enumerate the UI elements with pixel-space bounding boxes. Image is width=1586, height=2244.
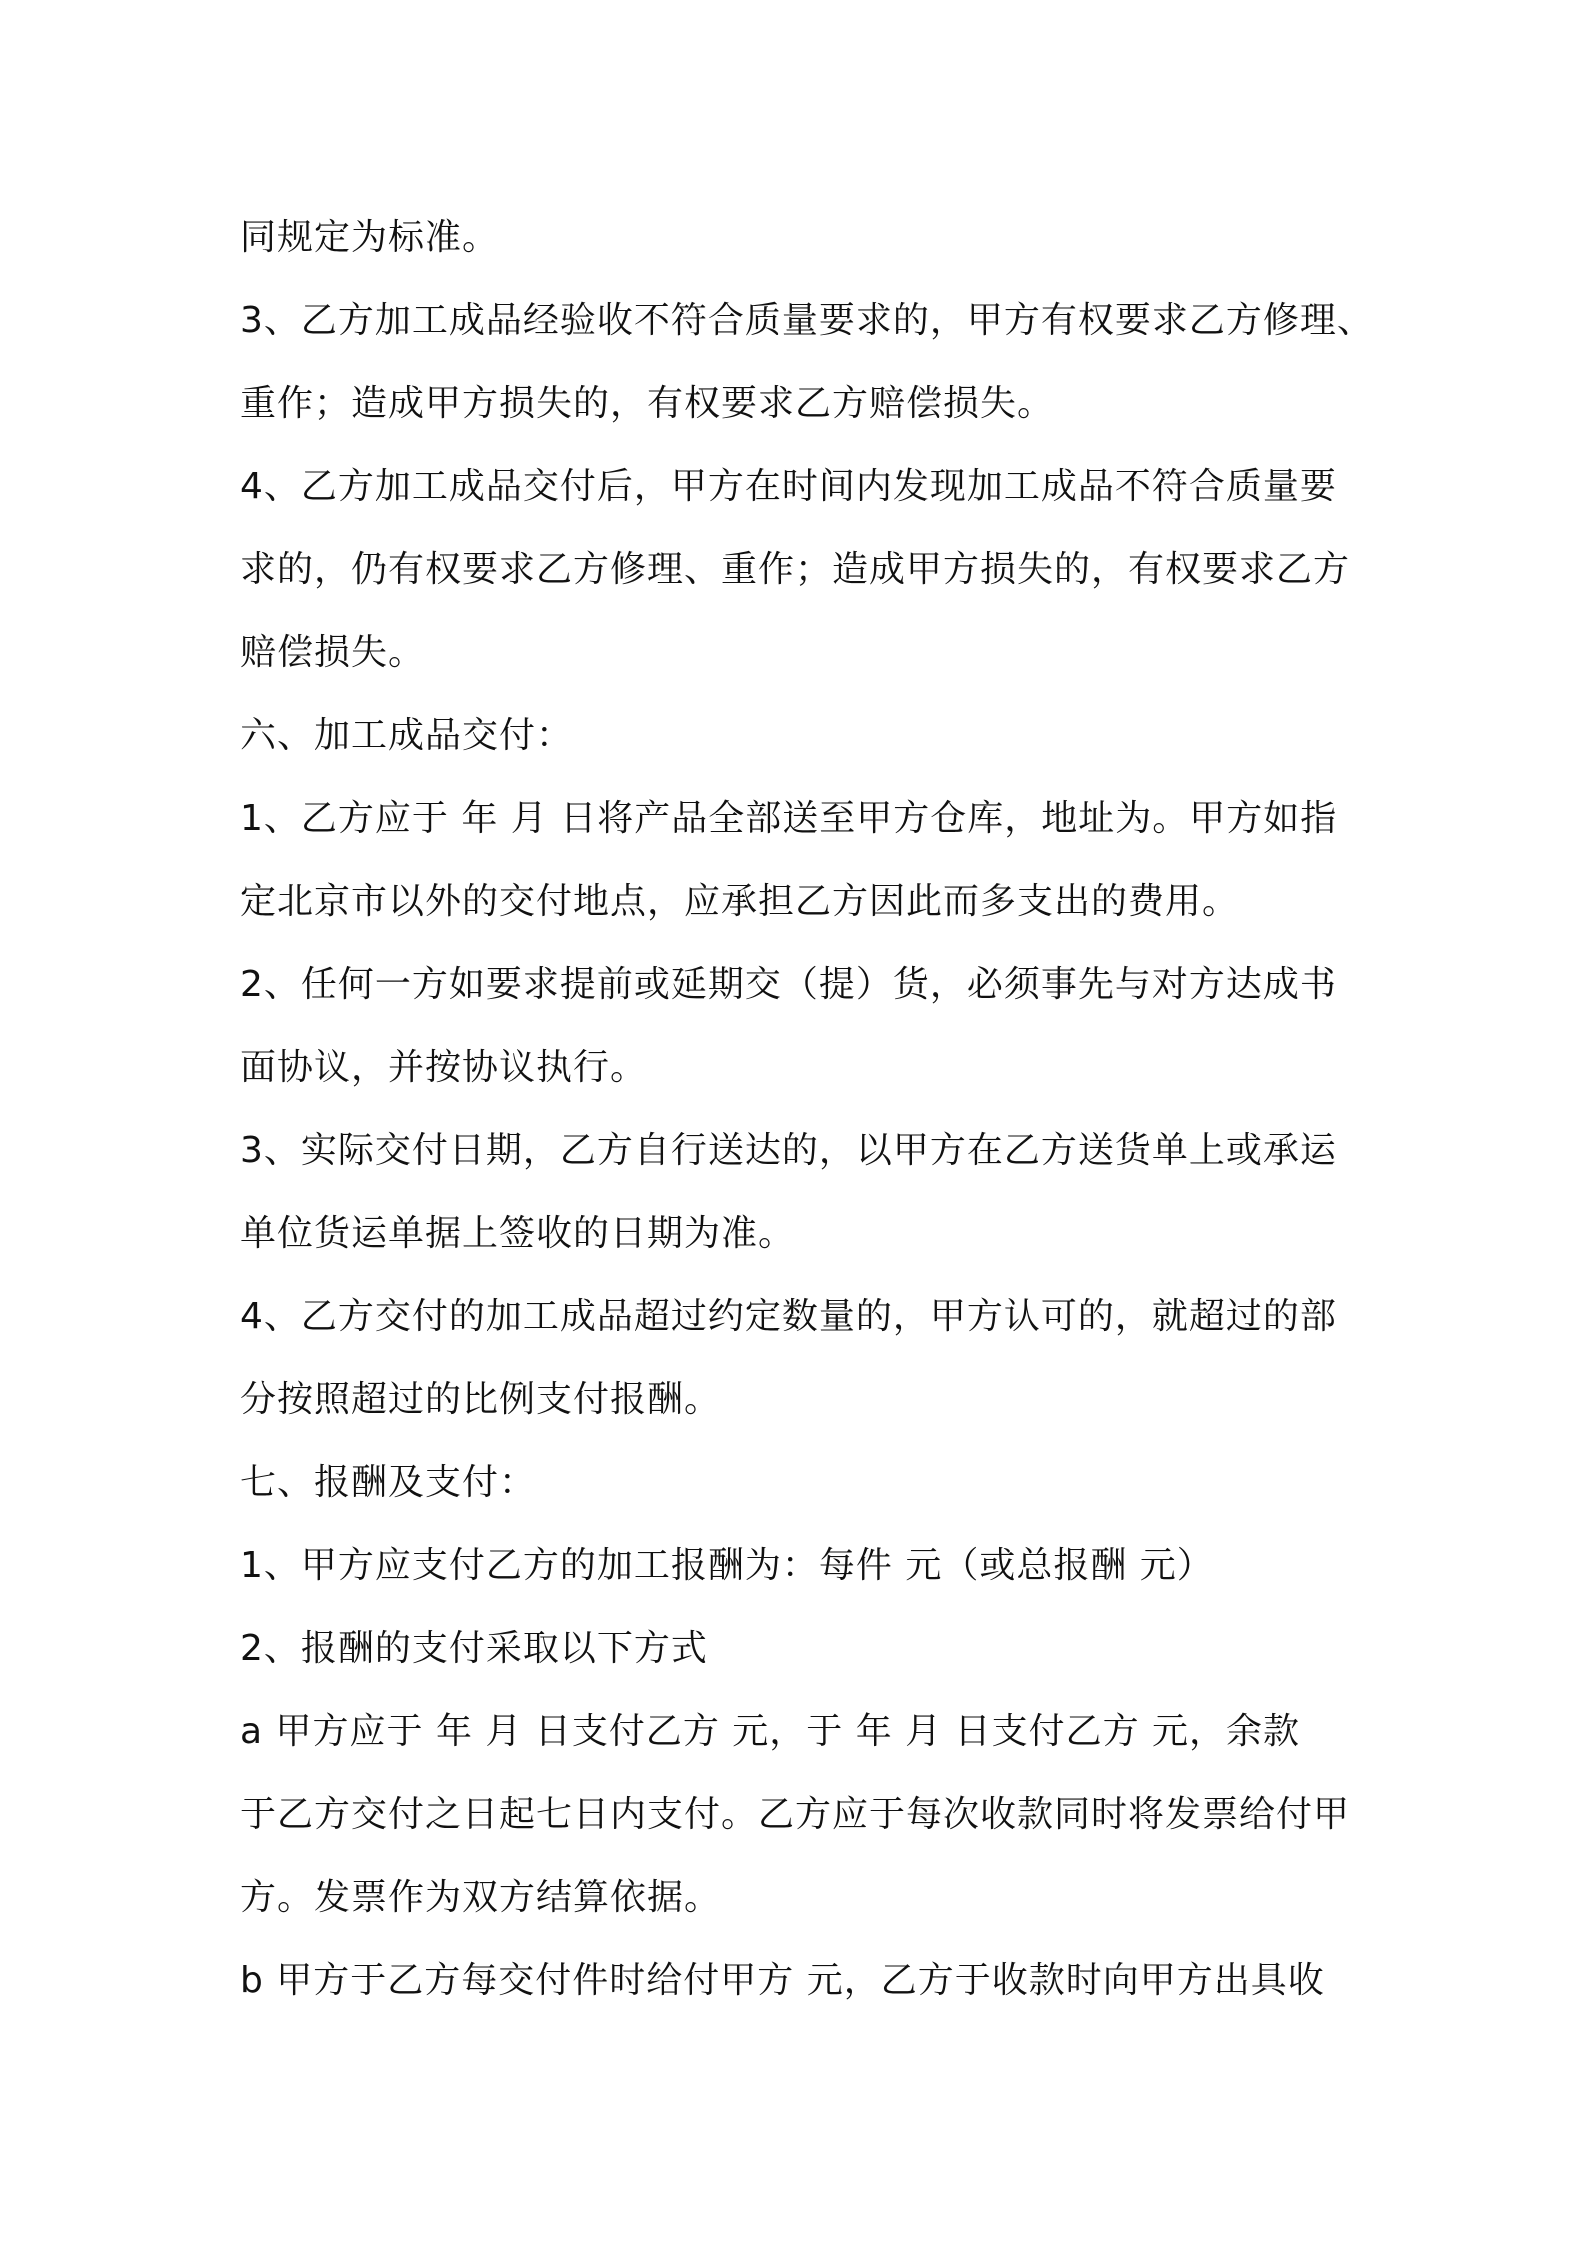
text-line: 赔偿损失。 bbox=[240, 632, 426, 673]
text-line: 1、甲方应支付乙方的加工报酬为：每件 元（或总报酬 元） bbox=[240, 1545, 1214, 1586]
section-heading: 六、加工成品交付： bbox=[240, 715, 574, 756]
text-line: 于乙方交付之日起七日内支付。乙方应于每次收款同时将发票给付甲 bbox=[240, 1794, 1351, 1835]
text-line: 2、报酬的支付采取以下方式 bbox=[240, 1628, 708, 1669]
text-line: 单位货运单据上签收的日期为准。 bbox=[240, 1213, 796, 1254]
text-line: a 甲方应于 年 月 日支付乙方 元，于 年 月 日支付乙方 元，余款 bbox=[240, 1711, 1301, 1752]
text-line: 求的，仍有权要求乙方修理、重作；造成甲方损失的，有权要求乙方 bbox=[240, 549, 1351, 590]
text-line: 3、乙方加工成品经验收不符合质量要求的，甲方有权要求乙方修理、 bbox=[240, 300, 1374, 341]
text-line: b 甲方于乙方每交付件时给付甲方 元，乙方于收款时向甲方出具收 bbox=[240, 1960, 1325, 2001]
text-line: 面协议，并按协议执行。 bbox=[240, 1047, 648, 1088]
text-line: 1、乙方应于 年 月 日将产品全部送至甲方仓库，地址为。甲方如指 bbox=[240, 798, 1338, 839]
text-line: 方。发票作为双方结算依据。 bbox=[240, 1877, 722, 1918]
text-line: 同规定为标准。 bbox=[240, 217, 500, 258]
text-line: 3、实际交付日期，乙方自行送达的，以甲方在乙方送货单上或承运 bbox=[240, 1130, 1337, 1171]
text-line: 定北京市以外的交付地点，应承担乙方因此而多支出的费用。 bbox=[240, 881, 1240, 922]
text-line: 2、任何一方如要求提前或延期交（提）货，必须事先与对方达成书 bbox=[240, 964, 1337, 1005]
section-heading: 七、报酬及支付： bbox=[240, 1462, 537, 1503]
text-line: 4、乙方加工成品交付后，甲方在时间内发现加工成品不符合质量要 bbox=[240, 466, 1337, 507]
document-body bbox=[240, 196, 1374, 2022]
text-line: 分按照超过的比例支付报酬。 bbox=[240, 1379, 722, 1420]
text-line: 4、乙方交付的加工成品超过约定数量的，甲方认可的，就超过的部 bbox=[240, 1296, 1337, 1337]
text-line: 重作；造成甲方损失的，有权要求乙方赔偿损失。 bbox=[240, 383, 1055, 424]
